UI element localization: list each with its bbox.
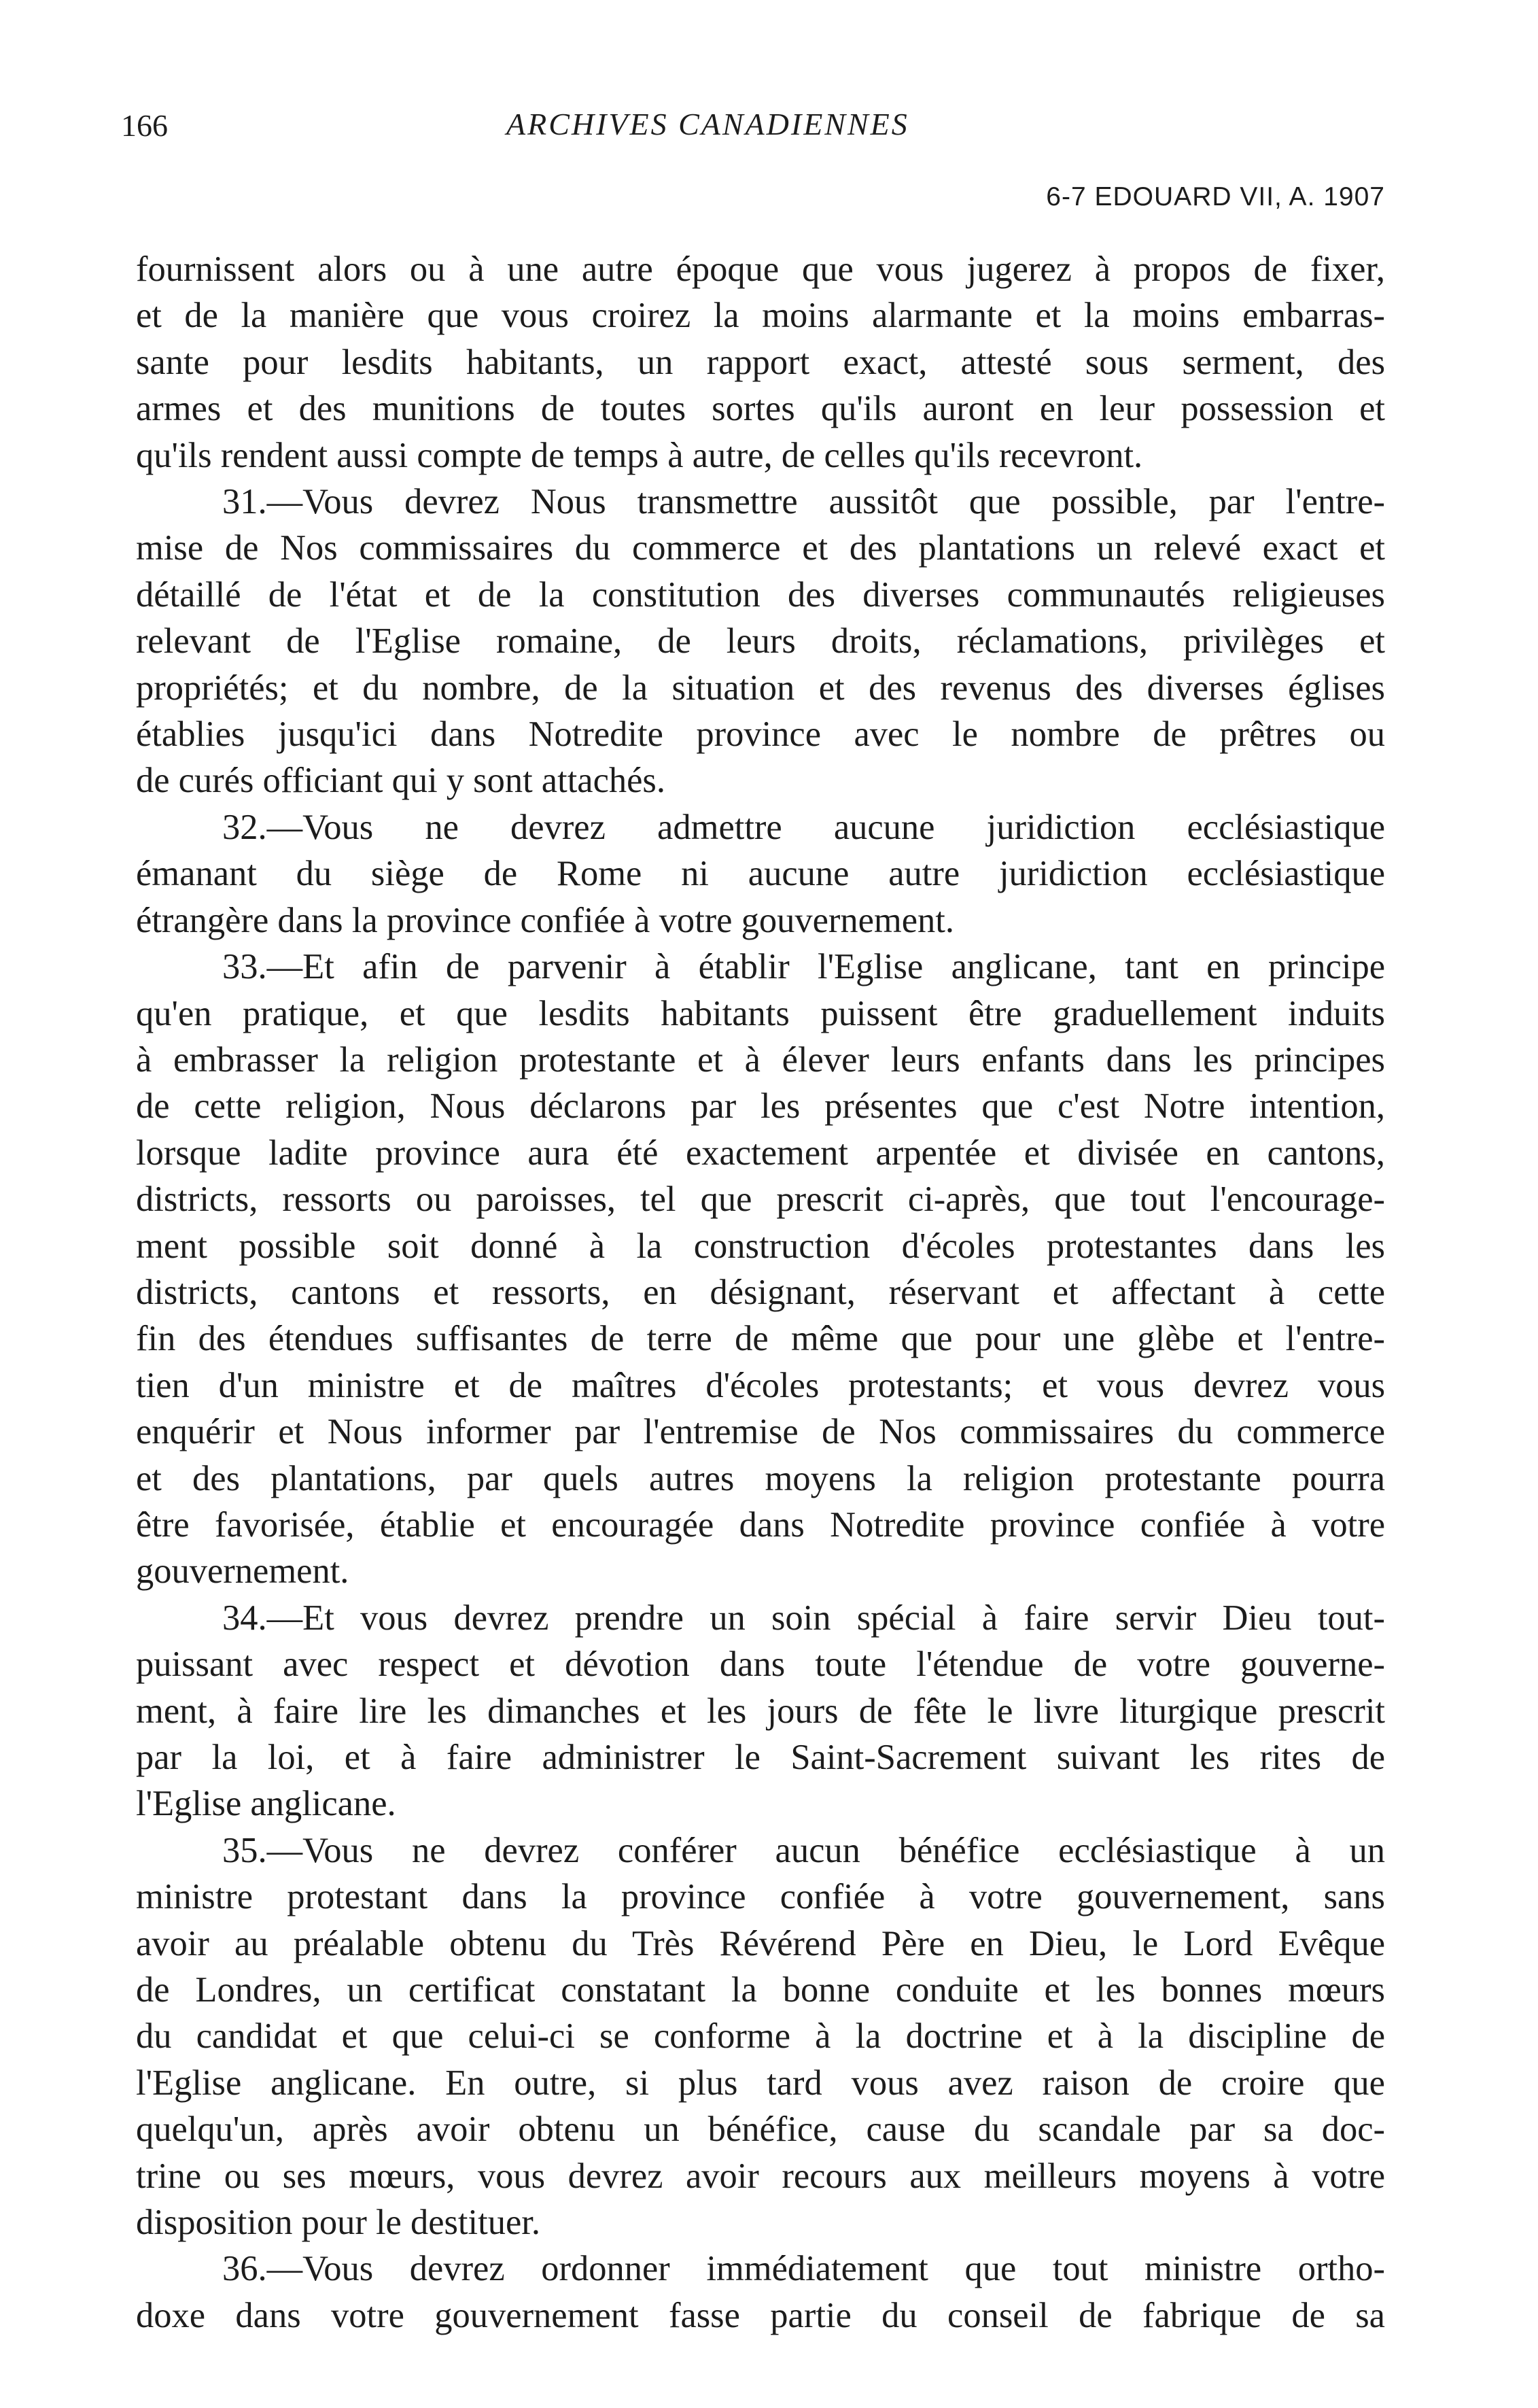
text-line: relevant de l'Eglise romaine, de leurs droits, réclamations, privilèges et — [136, 621, 1385, 661]
text-line: fournissent alors ou à une autre époque que vous jugerez à propos de fixer, — [136, 250, 1385, 289]
text-line: à embrasser la religion protestante et à élever leurs enfants dans les principes — [136, 1039, 1385, 1080]
text-line: avoir au préalable obtenu du Très Révérend Père en Dieu, le Lord Evêque — [136, 1923, 1385, 1963]
text-line: lorsque ladite province aura été exactement arpentée et divisée en cantons, — [136, 1133, 1385, 1173]
text-line: quelqu'un, après avoir obtenu un bénéfice, cause du scandale par sa doc- — [136, 2110, 1385, 2150]
text-line: l'Eglise anglicane. — [136, 1784, 396, 1824]
text-line: de cette religion, Nous déclarons par les présentes que c'est Notre intention, — [136, 1086, 1385, 1126]
article-36-start: 36.—Vous devrez ordonner immédiatement que tout ministre ortho- — [222, 2249, 1385, 2289]
text-line: étrangère dans la province confiée à votre gouvernement. — [136, 900, 955, 940]
text-line: détaillé de l'état et de la constitution des diverses communautés religieuses — [136, 574, 1385, 615]
text-line: trine ou ses mœurs, vous devrez avoir recours aux meilleurs moyens à votre — [136, 2156, 1385, 2196]
body-text — [136, 246, 1385, 2339]
text-line: émanant du siège de Rome ni aucune autre juridiction ecclésiastique — [136, 854, 1385, 894]
text-line: mise de Nos commissaires du commerce et des plantations un relevé exact et — [136, 528, 1385, 568]
text-line: tien d'un ministre et de maîtres d'écoles protestants; et vous devrez vous — [136, 1365, 1385, 1405]
session-reference: 6-7 EDOUARD VII, A. 1907 — [1046, 182, 1385, 211]
text-line: armes et des munitions de toutes sortes qu'ils auront en leur possession et — [136, 389, 1385, 429]
text-line: fin des étendues suffisantes de terre de même que pour une glèbe et l'entre- — [136, 1319, 1385, 1359]
text-line: et de la manière que vous croirez la moins alarmante et la moins embarras- — [136, 296, 1385, 336]
running-title: ARCHIVES CANADIENNES — [506, 107, 909, 141]
article-35-start: 35.—Vous ne devrez conférer aucun bénéfice ecclésiastique à un — [222, 1830, 1385, 1870]
text-line: de curés officiant qui y sont attachés. — [136, 761, 665, 801]
text-line: propriétés; et du nombre, de la situation et des revenus des diverses églises — [136, 668, 1385, 708]
text-line: l'Eglise anglicane. En outre, si plus tard vous avez raison de croire que — [136, 2063, 1385, 2103]
text-line: districts, cantons et ressorts, en désignant, réservant et affectant à cette — [136, 1272, 1385, 1312]
article-33-start: 33.—Et afin de parvenir à établir l'Eglise anglicane, tant en principe — [222, 947, 1385, 987]
text-line: ment possible soit donné à la construction d'écoles protestantes dans les — [136, 1226, 1385, 1266]
text-line: ment, à faire lire les dimanches et les jours de fête le livre liturgique prescrit — [136, 1691, 1385, 1731]
text-line: établies jusqu'ici dans Notredite province avec le nombre de prêtres ou — [136, 715, 1385, 755]
text-line: sante pour lesdits habitants, un rapport exact, attesté sous serment, des — [136, 342, 1385, 382]
text-line: doxe dans votre gouvernement fasse partie du conseil de fabrique de sa — [136, 2295, 1385, 2335]
text-line: du candidat et que celui-ci se conforme à la doctrine et à la discipline de — [136, 2016, 1385, 2057]
text-line: ministre protestant dans la province confiée à votre gouvernement, sans — [136, 1877, 1385, 1917]
text-line: et des plantations, par quels autres moyens la religion protestante pourra — [136, 1458, 1385, 1498]
text-line: gouvernement. — [136, 1551, 349, 1592]
text-line: qu'ils rendent aussi compte de temps à autre, de celles qu'ils recevront. — [136, 435, 1143, 475]
text-line: par la loi, et à faire administrer le Saint-Sacrement suivant les rites de — [136, 1738, 1385, 1777]
text-line: qu'en pratique, et que lesdits habitants puissent être graduellement induits — [136, 993, 1385, 1033]
text-line: être favorisée, établie et encouragée dans Notredite province confiée à votre — [136, 1504, 1385, 1545]
text-line: disposition pour le destituer. — [136, 2203, 540, 2243]
text-line: puissant avec respect et dévotion dans toute l'étendue de votre gouverne- — [136, 1645, 1385, 1685]
text-line: enquérir et Nous informer par l'entremise de Nos commissaires du commerce — [136, 1412, 1385, 1452]
article-31-start: 31.—Vous devrez Nous transmettre aussitôt que possible, par l'entre- — [222, 482, 1385, 522]
text-line: districts, ressorts ou paroisses, tel que prescrit ci-après, que tout l'encourage- — [136, 1180, 1385, 1220]
article-32-start: 32.—Vous ne devrez admettre aucune juridiction ecclésiastique — [222, 807, 1385, 847]
text-line: de Londres, un certificat constatant la bonne conduite et les bonnes mœurs — [136, 1970, 1385, 2010]
article-34-start: 34.—Et vous devrez prendre un soin spécial à faire servir Dieu tout- — [222, 1598, 1385, 1638]
page-number: 166 — [121, 108, 168, 143]
